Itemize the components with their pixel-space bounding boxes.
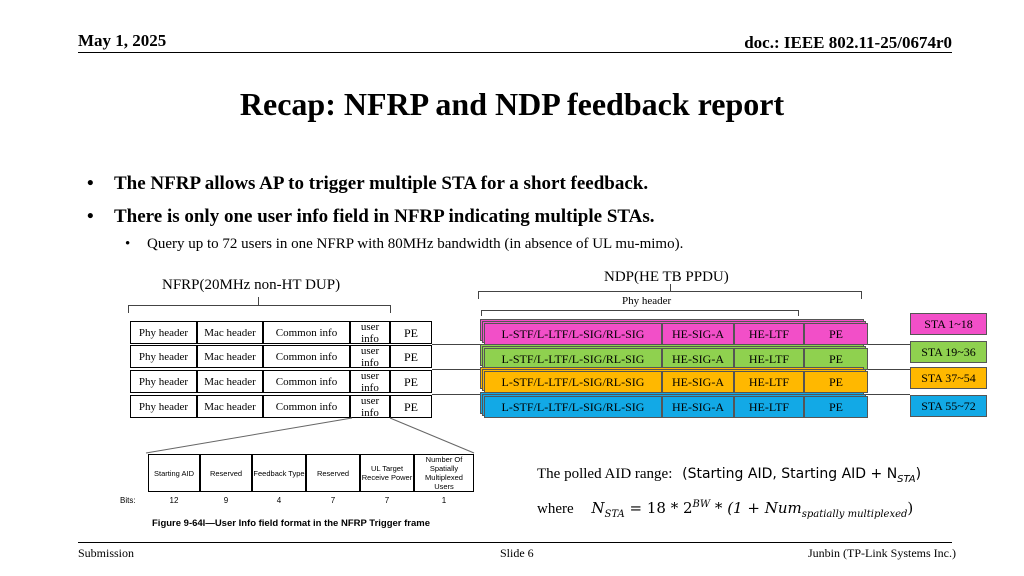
nfrp-mac-header-cell: Mac header [197, 321, 263, 344]
range-close: ) [915, 466, 922, 482]
ndp-he-sig-a-field: HE-SIG-A [662, 348, 734, 370]
sta-group-label: STA 55~72 [910, 395, 987, 417]
ndp-he-sig-a-field: HE-SIG-A [662, 323, 734, 345]
formula-nsta-expr [591, 499, 914, 520]
ndp-he-ltf-field: HE-LTF [734, 323, 804, 345]
nfrp-phy-header-cell: Phy header [130, 370, 197, 393]
nfrp-phy-header-cell: Phy header [130, 395, 197, 418]
figure-bits-value: 9 [223, 496, 229, 505]
formula-range-expr [682, 466, 922, 485]
sta-group-label: STA 19~36 [910, 341, 987, 363]
nfrp-phy-header-cell: Phy header [130, 345, 197, 368]
nfrp-mac-header-cell: Mac header [197, 345, 263, 368]
ndp-pe-field: PE [804, 396, 868, 418]
nfrp-common-info-cell: Common info [263, 370, 350, 393]
sub-bullet-text: Query up to 72 users in one NFRP with 80MHz bandwidth (in absence of UL mu-mimo). [147, 236, 684, 252]
formula-where-label: where [537, 501, 574, 517]
footer-left: Submission [78, 546, 135, 560]
figure-bits-value: 4 [276, 496, 282, 505]
figure-ul-target-receive-power-cell: UL Target Receive Power [360, 454, 414, 492]
footer-slide-number: Slide 6 [500, 546, 534, 560]
nfrp-phy-header-cell: Phy header [130, 321, 197, 344]
nfrp-user-info-cell: user info [350, 345, 390, 368]
tail-text: * (1 + Num [710, 499, 802, 517]
nfrp-common-info-cell: Common info [263, 395, 350, 418]
figure-bits-value: 12 [169, 496, 179, 505]
ndp-he-ltf-field: HE-LTF [734, 396, 804, 418]
bullet-dot: • [87, 173, 94, 194]
header-date: May 1, 2025 [78, 31, 167, 50]
figure-bits-value: 7 [384, 496, 390, 505]
sub-bullet-dot: • [125, 236, 131, 252]
bullet-2-text: There is only one user info field in NFRP indicating multiple STAs. [114, 206, 655, 227]
figure-bits-value: 7 [330, 496, 336, 505]
nfrp-mac-header-cell: Mac header [197, 370, 263, 393]
ndp-legacy-preamble-field: L-STF/L-LTF/L-SIG/RL-SIG [484, 323, 662, 345]
range-expr-text: (Starting AID, Starting AID + N [682, 466, 898, 482]
nfrp-pe-cell: PE [390, 395, 432, 418]
nfrp-mac-header-cell: Mac header [197, 395, 263, 418]
zoom-line-left [146, 418, 352, 453]
bullet-dot: • [87, 206, 94, 227]
nfrp-label: NFRP(20MHz non-HT DUP) [162, 277, 341, 293]
range-sub: STA [897, 473, 916, 485]
nfrp-user-info-cell: user info [350, 370, 390, 393]
ndp-legacy-preamble-field: L-STF/L-LTF/L-SIG/RL-SIG [484, 396, 662, 418]
figure-bits-label: Bits: [120, 496, 136, 505]
formula-range [537, 466, 921, 485]
slide-title: Recap: NFRP and NDP feedback report [239, 86, 785, 122]
figure-caption: Figure 9-64l—User Info field format in the NFRP Trigger frame [152, 518, 431, 529]
tail-sub: spatially multiplexed [801, 509, 908, 520]
figure-bits-value: 1 [441, 496, 447, 505]
figure-feedback-type-cell: Feedback Type [252, 454, 306, 492]
footer-divider [78, 542, 952, 543]
bullet-1-text: The NFRP allows AP to trigger multiple STA for a short feedback. [114, 173, 649, 194]
figure-num-spatially-multiplexed-users-cell: Number Of Spatially Multiplexed Users [414, 454, 474, 492]
ndp-he-sig-a-field: HE-SIG-A [662, 396, 734, 418]
ndp-pe-field: PE [804, 348, 868, 370]
ndp-bracket-tick [670, 284, 671, 291]
nfrp-common-info-cell: Common info [263, 321, 350, 344]
ndp-he-sig-a-field: HE-SIG-A [662, 371, 734, 393]
footer-author: Junbin (TP-Link Systems Inc.) [808, 546, 956, 560]
figure-reserved-cell: Reserved [200, 454, 252, 492]
zoom-line-right [390, 418, 474, 453]
figure-starting-aid-cell: Starting AID [148, 454, 200, 492]
formula-where [537, 499, 913, 520]
nfrp-common-info-cell: Common info [263, 345, 350, 368]
nfrp-pe-cell: PE [390, 321, 432, 344]
nfrp-pe-cell: PE [390, 345, 432, 368]
tail-close: ) [907, 499, 914, 517]
exp-text: BW [692, 499, 711, 510]
ndp-pe-field: PE [804, 323, 868, 345]
nfrp-user-info-cell: user info [350, 395, 390, 418]
sta-group-label: STA 37~54 [910, 367, 987, 389]
figure-reserved-2-cell: Reserved [306, 454, 360, 492]
n-sym: N [591, 499, 605, 517]
ndp-he-ltf-field: HE-LTF [734, 371, 804, 393]
nfrp-user-info-cell: user info [350, 321, 390, 344]
nfrp-pe-cell: PE [390, 370, 432, 393]
sta-group-label: STA 1~18 [910, 313, 987, 335]
ndp-legacy-preamble-field: L-STF/L-LTF/L-SIG/RL-SIG [484, 348, 662, 370]
ndp-phy-header-bracket [481, 310, 799, 316]
ndp-pe-field: PE [804, 371, 868, 393]
ndp-he-ltf-field: HE-LTF [734, 348, 804, 370]
formula-range-label: The polled AID range: [537, 466, 673, 482]
ndp-phy-header-label: Phy header [622, 295, 672, 307]
eq-text: = 18 * 2 [624, 499, 693, 517]
ndp-label: NDP(HE TB PPDU) [604, 269, 729, 285]
n-sub: STA [604, 509, 625, 520]
header-doc-id: doc.: IEEE 802.11-25/0674r0 [744, 33, 952, 52]
ndp-legacy-preamble-field: L-STF/L-LTF/L-SIG/RL-SIG [484, 371, 662, 393]
